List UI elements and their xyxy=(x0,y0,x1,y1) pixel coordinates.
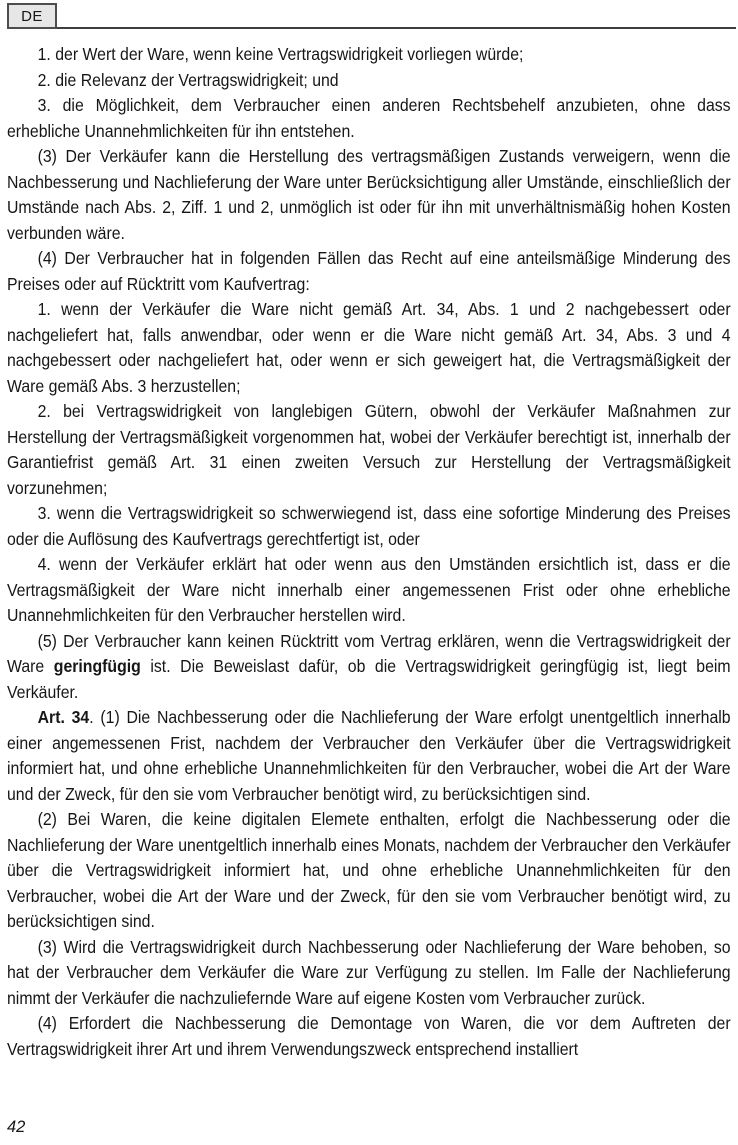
paragraph-run: 3. die Möglichkeit, dem Verbraucher einen anderen Rechtsbehelf anzubieten, ohne dass erhebliche Unannehmlichkeiten für ihn entstehen. xyxy=(7,95,731,141)
page-number: 42 xyxy=(7,1118,26,1136)
paragraph-run: 2. bei Vertragswidrigkeit von langlebigen Gütern, obwohl der Verkäufer Maßnahmen zur Herstellung der Vertragsmäßigkeit vorgenommen hat, wobei der Verkäufer berechtigt ist, innerhalb der Garantiefrist gemäß Art. 31 einen zweiten Versuch zur Herstellung der Vertragsmäßigkeit vorzunehmen; xyxy=(7,401,731,498)
paragraph xyxy=(7,246,731,297)
paragraph xyxy=(7,935,731,1012)
paragraph-run: (5) Der Verbraucher kann keinen Rücktritt vom Vertrag erklären, wenn die Vertragswidrigkeit der Ware xyxy=(7,630,731,676)
paragraph xyxy=(7,1011,731,1062)
paragraph-run: 4. wenn der Verkäufer erklärt hat oder wenn aus den Umständen ersichtlich ist, dass er die Vertragsmäßigkeit der Ware nicht innerhalb einer angemessenen Frist oder ohne erhebliche Unannehmlichkeiten für den Verbraucher herstellen wird. xyxy=(7,554,731,625)
paragraph xyxy=(7,552,731,629)
paragraph xyxy=(7,68,731,94)
paragraph xyxy=(7,297,731,399)
paragraph xyxy=(7,42,731,68)
document-body xyxy=(7,42,731,1062)
paragraph-run: 1. der Wert der Ware, wenn keine Vertragswidrigkeit vorliegen würde; xyxy=(37,44,524,64)
paragraph-run: (4) Der Verbraucher hat in folgenden Fällen das Recht auf eine anteilsmäßige Minderung des Preises oder auf Rücktritt vom Kaufvertrag: xyxy=(7,248,731,294)
paragraph-run: 3. wenn die Vertragswidrigkeit so schwerwiegend ist, dass eine sofortige Minderung des Preises oder die Auflösung des Kaufvertrags gerechtfertigt ist, oder xyxy=(7,503,731,549)
paragraph-run: (3) Wird die Vertragswidrigkeit durch Nachbesserung oder Nachlieferung der Ware behoben, so hat der Verbraucher dem Verkäufer die Ware zur Verfügung zu stellen. Im Falle der Nachlieferung nimmt der Verkäufer die nachzuliefernde Ware auf eigene Kosten vom Verbraucher zurück. xyxy=(7,936,731,1008)
paragraph-run: (2) Bei Waren, die keine digitalen Elemete enthalten, erfolgt die Nachbesserung oder die Nachlieferung der Ware unentgeltlich innerhalb eines Monats, nachdem der Verbraucher den Verkäufer über die Vertragswidrigkeit informiert hat, und ohne erhebliche Unannehmlichkeiten für den Verbraucher, wobei die Art der Ware und der Zweck, für den sie vom Verbraucher benötigt wird, zu berücksichtigen sind. xyxy=(7,809,731,931)
paragraph-bold-run: geringfügig xyxy=(53,656,141,676)
paragraph-run: (4) Erfordert die Nachbesserung die Demontage von Waren, die vor dem Auftreten der Vertragswidrigkeit ihrer Art und ihrem Verwendungszweck entsprechend installiert xyxy=(7,1013,731,1059)
paragraph-run: . (1) Die Nachbesserung oder die Nachlieferung der Ware erfolgt unentgeltlich innerhalb einer angemessenen Frist, nachdem der Verbraucher den Verkäufer über die Vertragswidrigkeit informiert hat, und ohne erhebliche Unannehmlichkeiten für den Verbraucher, wobei die Art der Ware und der Zweck, für den sie vom Verbraucher benötigt wird, zu berücksichtigen sind. xyxy=(7,707,731,804)
paragraph xyxy=(7,501,731,552)
paragraph xyxy=(7,705,731,807)
paragraph xyxy=(7,144,731,246)
header-rule xyxy=(7,27,736,29)
paragraph-run: ist. Die Beweislast dafür, ob die Vertragswidrigkeit geringfügig ist, liegt beim Verkäufer. xyxy=(7,656,731,702)
paragraph xyxy=(7,93,731,144)
paragraph xyxy=(7,399,731,501)
language-tab-de[interactable]: DE xyxy=(7,3,57,29)
paragraph-bold-run: Art. 34 xyxy=(37,707,90,727)
paragraph-run: 1. wenn der Verkäufer die Ware nicht gemäß Art. 34, Abs. 1 und 2 nachgebessert oder nachgeliefert hat, falls anwendbar, oder wenn er die Ware nicht gemäß Art. 34, Abs. 3 und 4 nachgebessert oder nachgeliefert hat, oder wenn er sich geweigert hat, die Vertragsmäßigkeit der Ware gemäß Abs. 3 herzustellen; xyxy=(7,299,731,396)
paragraph-run: 2. die Relevanz der Vertragswidrigkeit; und xyxy=(37,69,339,90)
paragraph xyxy=(7,629,731,706)
paragraph xyxy=(7,807,731,935)
paragraph-run: (3) Der Verkäufer kann die Herstellung des vertragsmäßigen Zustands verweigern, wenn die Nachbesserung und Nachlieferung der Ware unter Berücksichtigung aller Umstände, einschließlich der Umstände nach Abs. 2, Ziff. 1 und 2, unmöglich ist oder für ihn mit unverhältnismäßig hohen Kosten verbunden wäre. xyxy=(7,146,731,243)
